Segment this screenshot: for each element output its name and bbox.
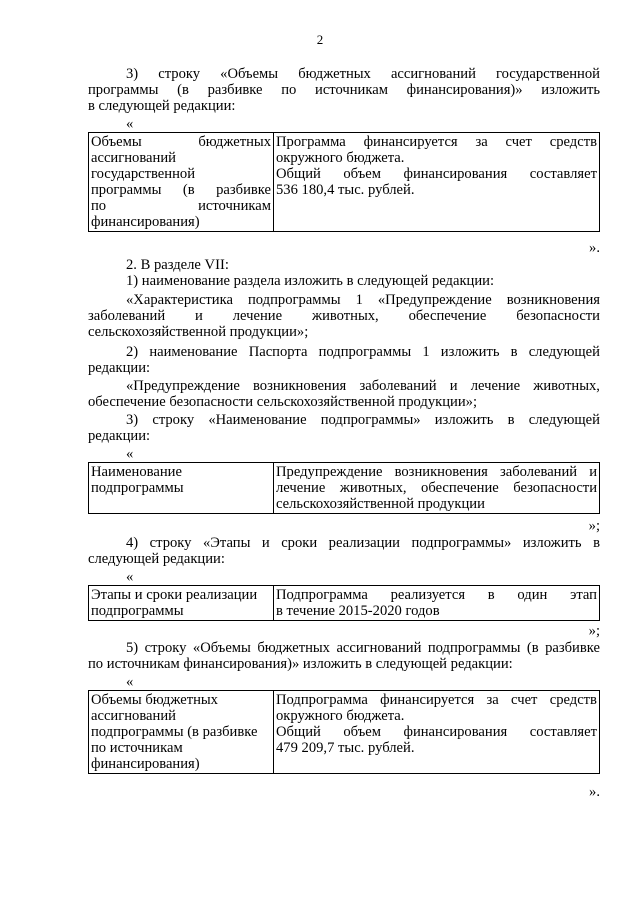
cell-line: в течение 2015-2020 годов xyxy=(276,603,440,619)
page-number: 2 xyxy=(316,32,324,47)
close-quote: »; xyxy=(588,518,600,534)
cell-line: Общий объем финансирования составляет xyxy=(276,166,597,182)
paragraph-line: в следующей редакции: xyxy=(88,98,236,114)
cell-line: программы (в разбивке xyxy=(91,182,271,198)
cell-line: государственной xyxy=(91,166,196,182)
table-subprogram-name xyxy=(88,462,600,514)
paragraph-line: программы (в разбивке по источникам финансирования)» изложить xyxy=(88,82,600,98)
paragraph-line: по источникам финансирования)» изложить в следующей редакции: xyxy=(88,656,513,672)
cell-line: Предупреждение возникновения заболеваний и xyxy=(276,464,597,480)
paragraph-line: редакции: xyxy=(88,360,151,376)
close-quote: ». xyxy=(589,240,600,256)
open-quote: « xyxy=(126,116,134,132)
table-right-cell xyxy=(274,463,600,514)
paragraph-line: сельскохозяйственной продукции»; xyxy=(88,324,309,340)
cell-line: окружного бюджета. xyxy=(276,150,405,166)
paragraph-line: «Характеристика подпрограммы 1 «Предупреждение возникновения xyxy=(126,292,600,308)
cell-line: подпрограммы xyxy=(91,480,184,496)
table-right-cell xyxy=(274,133,600,232)
cell-line: ассигнований xyxy=(91,708,176,724)
paragraph-line: 3) строку «Объемы бюджетных ассигнований государственной xyxy=(126,66,600,82)
cell-line: Подпрограмма реализуется в один этап xyxy=(276,587,597,603)
table-budget-program xyxy=(88,132,600,232)
close-quote: ». xyxy=(589,784,600,800)
open-quote: « xyxy=(126,674,134,690)
cell-line: Объемы бюджетных xyxy=(91,692,218,708)
close-quote: »; xyxy=(588,623,600,639)
paragraph-line: 5) строку «Объемы бюджетных ассигнований подпрограммы (в разбивке xyxy=(126,640,600,656)
cell-line: Программа финансируется за счет средств xyxy=(276,134,597,150)
cell-line: 536 180,4 тыс. рублей. xyxy=(276,182,415,198)
cell-line: ассигнований xyxy=(91,150,176,166)
cell-line: по источникам xyxy=(91,198,271,214)
section-heading: 2. В разделе VII: xyxy=(126,257,229,273)
paragraph-line: следующей редакции: xyxy=(88,551,225,567)
open-quote: « xyxy=(126,446,134,462)
cell-line: Объемы бюджетных xyxy=(91,134,271,150)
table-left-cell xyxy=(89,691,274,774)
cell-line: Этапы и сроки реализации xyxy=(91,587,258,603)
paragraph-line: 2) наименование Паспорта подпрограммы 1 изложить в следующей xyxy=(126,344,600,360)
table-stages xyxy=(88,585,600,621)
table-left-cell xyxy=(89,463,274,514)
cell-line: финансирования) xyxy=(91,756,200,772)
paragraph-line: 1) наименование раздела изложить в следующей редакции: xyxy=(126,273,495,289)
cell-line: окружного бюджета. xyxy=(276,708,405,724)
paragraph-line: 3) строку «Наименование подпрограммы» изложить в следующей xyxy=(126,412,600,428)
cell-line: Подпрограмма финансируется за счет средств xyxy=(276,692,597,708)
cell-line: подпрограммы xyxy=(91,603,184,619)
paragraph-line: редакции: xyxy=(88,428,151,444)
paragraph-line: «Предупреждение возникновения заболеваний и лечение животных, xyxy=(126,378,600,394)
cell-line: финансирования) xyxy=(91,214,200,230)
cell-line: сельскохозяйственной продукции xyxy=(276,496,485,512)
cell-line: Общий объем финансирования составляет xyxy=(276,724,597,740)
cell-line: подпрограммы (в разбивке xyxy=(91,724,258,740)
paragraph-line: 4) строку «Этапы и сроки реализации подпрограммы» изложить в xyxy=(126,535,600,551)
cell-line: 479 209,7 тыс. рублей. xyxy=(276,740,415,756)
paragraph-line: заболеваний и лечение животных, обеспечение безопасности xyxy=(88,308,600,324)
table-left-cell xyxy=(89,586,274,621)
table-left-cell xyxy=(89,133,274,232)
open-quote: « xyxy=(126,569,134,585)
cell-line: по источникам xyxy=(91,740,183,756)
paragraph-line: обеспечение безопасности сельскохозяйственной продукции»; xyxy=(88,394,477,410)
cell-line: лечение животных, обеспечение безопасности xyxy=(276,480,597,496)
table-subprogram-budget xyxy=(88,690,600,774)
table-right-cell xyxy=(274,691,600,774)
table-right-cell xyxy=(274,586,600,621)
cell-line: Наименование xyxy=(91,464,182,480)
